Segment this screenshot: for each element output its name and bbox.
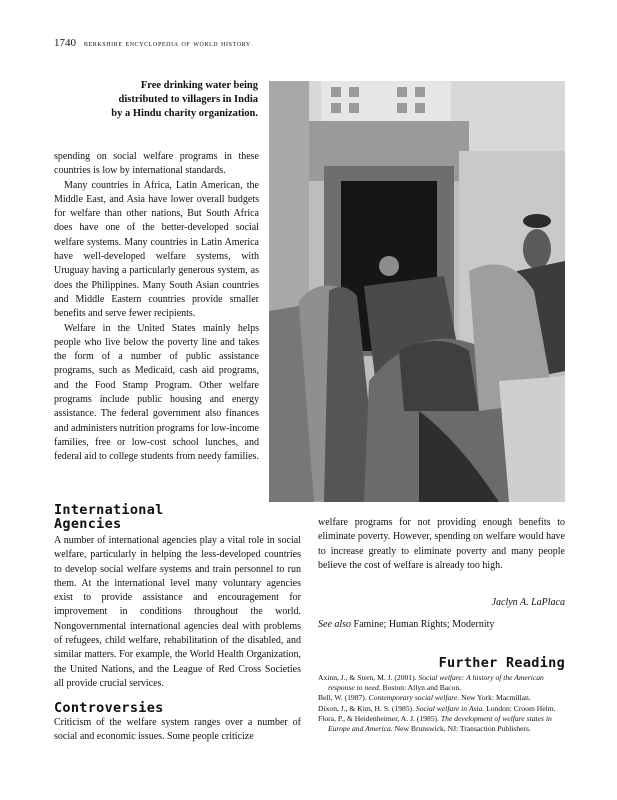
reference-item: Flora, P., & Heidenheimer, A. J. (1985). The development of welfare states in Europe and America. New Brunswick, NJ: Transaction Publishers. [318,713,552,734]
body-paragraph: Criticism of the welfare system ranges over a number of social and economic issues. Some people criticize [54,717,301,743]
controversies-text [54,716,301,745]
publication-title: berkshire encyclopedia of world history [83,38,251,48]
caption-line: Free drinking water being [140,80,258,91]
section-heading-international-agencies [54,503,164,531]
body-paragraph: Welfare in the United States mainly helps people who live below the poverty line and takes the form of a number of public assistance programs, such as Medicaid, cash aid programs, and the Food Stamp Program. Other welfare programs include public housing and energy assistance. The federal government also finances and administers nutrition programs for low-income families, free or low-cost school lunches, and federal aid to college students from needy families. [54,322,259,463]
reference-item: Dixon, J., & Kim, H. S. (1985). Social welfare in Asia. London: Croom Helm. [318,703,556,713]
body-paragraph: spending on social welfare programs in these countries is low by international standards. [54,151,259,177]
reference-list [318,673,565,734]
body-paragraph: Many countries in Africa, Latin American, the Middle East, and Asia have lower overall budgets for welfare than other nations, But South Africa does have one of the better-developed social welfare systems. Many countries in Latin America have well-developed welfare systems, with Uruguay having a particularly generous system, as does the Philippines. Many South Asian countries and Middle Eastern countries provide smaller benefits and serve fewer recipients. [54,179,259,320]
heading-line: Agencies [54,516,122,532]
caption-line: distributed to villagers in India [118,94,258,105]
running-head [54,37,251,49]
see-also-items: Famine; Human Rights; Modernity [353,619,495,630]
heading-line: International [54,502,164,518]
reference-item: Axinn, J., & Stern, M. J. (2001). Social welfare: A history of the American response to need. Boston: Allyn and Bacon. [318,673,544,693]
body-paragraph: welfare programs for not providing enough benefits to eliminate poverty. However, spending on welfare would have to increase greatly to eliminate poverty and many people believe the cost of welfare is already too high. [318,517,565,571]
international-agencies-text [54,534,301,691]
water-distribution-photo [269,81,565,502]
body-paragraph: A number of international agencies play a vital role in social welfare, particularly in helping the less-developed countries to develop social welfare systems and train personnel to run them. At the international level many voluntary agencies exist to provide assistance and encouragement for improvement in conditions throughout the world. Nongovernmental international agencies deal with problems of refugees, child welfare, rehabilitation of the disabled, and similar matters. For example, the World Health Organization, the United Nations, and the League of Red Cross Societies all provide crucial services. [54,535,301,689]
caption-line: by a Hindu charity organization. [111,108,258,119]
reference-item: Bell, W. (1987). Contemporary social welfare. New York: Macmillan. [318,693,531,703]
page-number: 1740 [54,37,76,49]
photo-caption [78,79,258,121]
section-heading-further-reading: Further Reading [438,655,565,671]
section-heading-controversies: Controversies [54,700,164,716]
continuation-text [318,516,565,573]
see-also [318,619,565,630]
see-also-label: See also [318,619,352,630]
intro-text [54,150,259,465]
author-name: Jaclyn A. LaPlaca [491,597,565,608]
